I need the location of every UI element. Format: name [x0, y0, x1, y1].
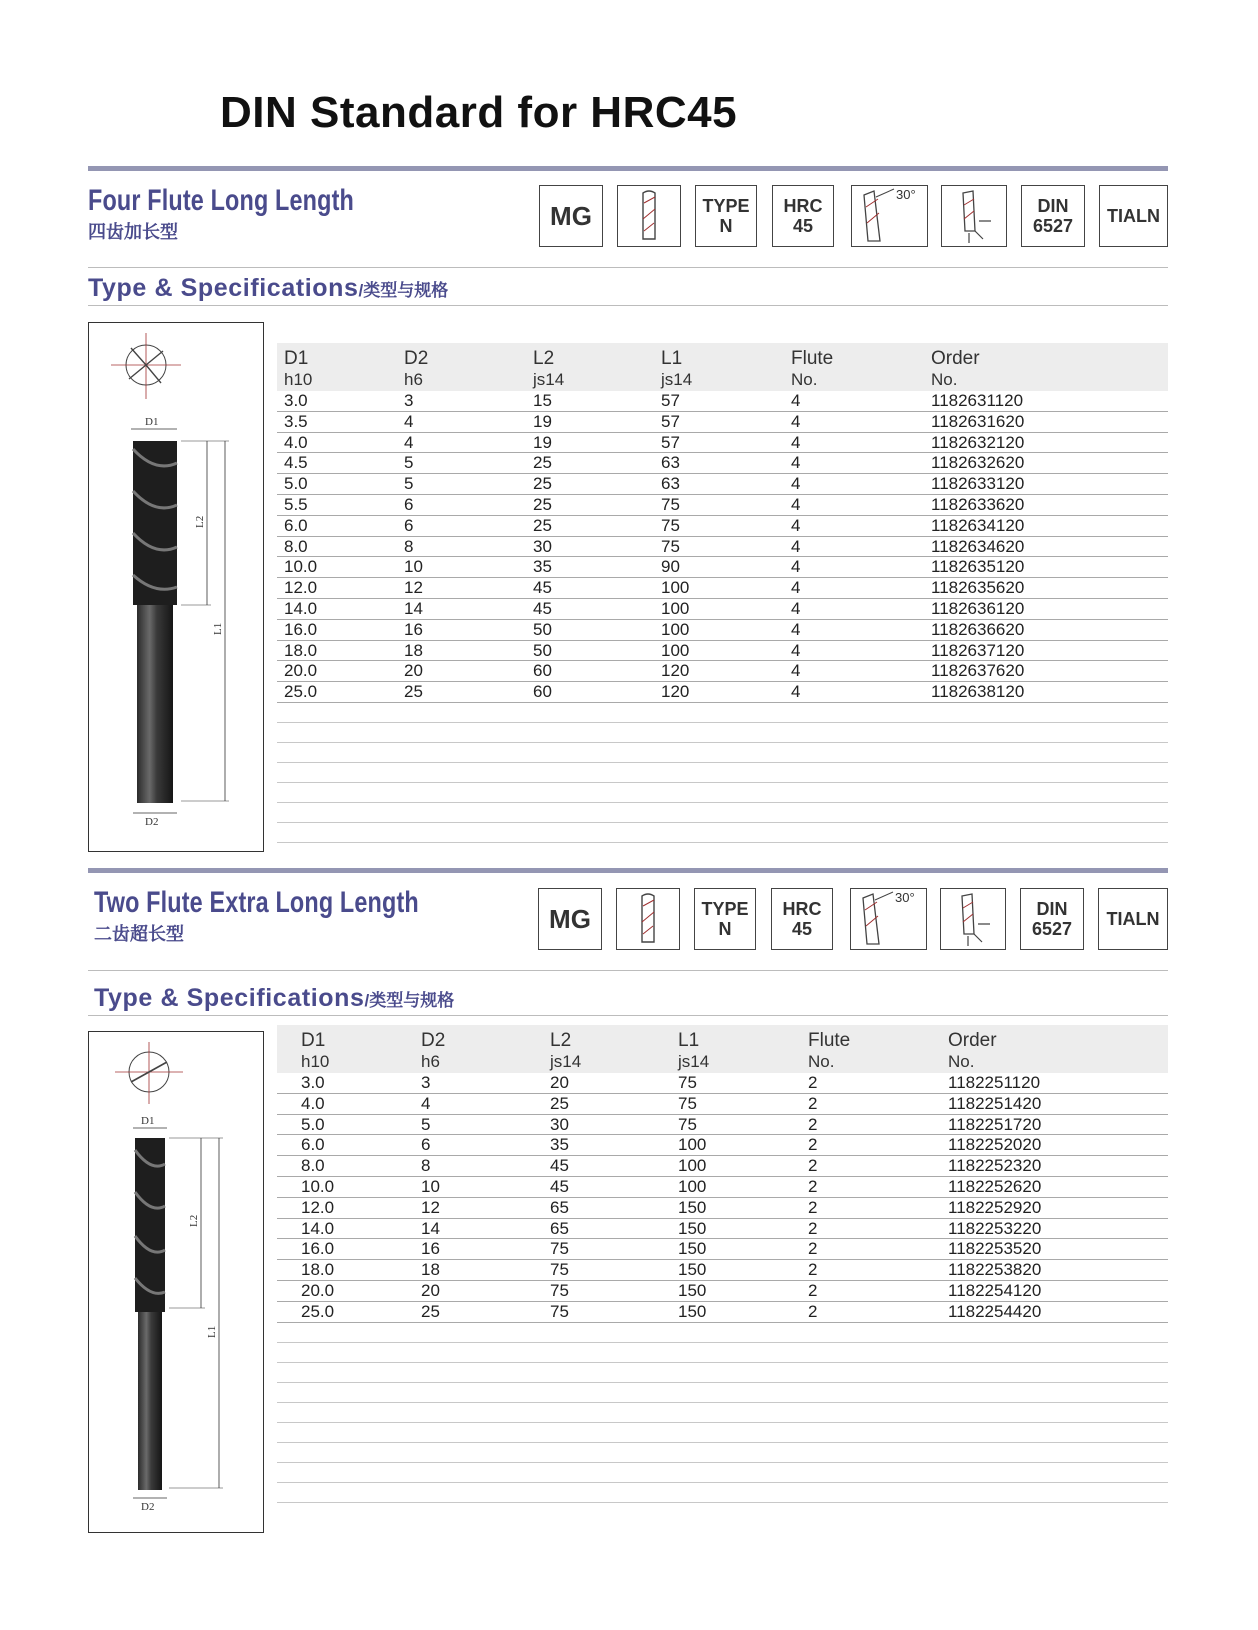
- table-cell: 15: [533, 391, 552, 410]
- table-row: [277, 1094, 1168, 1115]
- table-cell: 45: [550, 1156, 569, 1176]
- table-cell: 18.0: [301, 1260, 335, 1280]
- table-cell: 25: [421, 1301, 440, 1321]
- table-cell: 5.0: [284, 474, 308, 494]
- end-view-icon: [115, 1042, 183, 1104]
- table-row: [277, 578, 1168, 599]
- table-cell: 1182636120: [931, 598, 1025, 618]
- blank-line: [277, 1383, 1168, 1403]
- table-cell: 75: [550, 1260, 569, 1280]
- spec-title: Type & Specifications/类型与规格: [88, 274, 449, 302]
- table-cell: 4: [404, 411, 414, 431]
- svg-text:D2: D2: [141, 1501, 155, 1513]
- table-cell: 10: [404, 557, 423, 577]
- table-cell: 1182253520: [948, 1239, 1042, 1259]
- blank-line: [277, 1343, 1168, 1363]
- spec-table: [277, 343, 1168, 843]
- table-cell: 4: [421, 1093, 431, 1113]
- table-cell: 25: [533, 515, 552, 535]
- type-n-icon: TYPE N: [694, 888, 756, 950]
- section-divider: [88, 868, 1168, 873]
- svg-text:L2: L2: [194, 515, 206, 528]
- table-cell: 6: [404, 494, 414, 514]
- table-cell: 5.5: [284, 494, 308, 514]
- table-cell: 25: [404, 682, 423, 702]
- table-cell: 150: [678, 1197, 707, 1217]
- table-row: [277, 1177, 1168, 1198]
- column-header: Flute No.: [808, 1030, 851, 1071]
- column-header: D2 h6: [421, 1030, 446, 1071]
- table-cell: 20.0: [284, 661, 318, 681]
- table-cell: 2: [808, 1176, 818, 1196]
- table-row: [277, 1135, 1168, 1156]
- blank-line: [277, 783, 1168, 803]
- divider: [88, 267, 1168, 268]
- table-cell: 1182634120: [931, 515, 1025, 535]
- coating-icon: TIALN: [1098, 888, 1168, 950]
- table-cell: 2: [808, 1301, 818, 1321]
- column-header: Order No.: [931, 348, 980, 389]
- svg-text:L2: L2: [188, 1214, 200, 1227]
- helix-angle-icon: [851, 185, 928, 247]
- table-cell: 4: [791, 494, 801, 514]
- table-cell: 19: [533, 432, 552, 452]
- table-cell: 5: [421, 1114, 431, 1134]
- feature-icons: [0, 185, 1258, 249]
- table-cell: 25: [533, 494, 552, 514]
- table-row: [277, 1156, 1168, 1177]
- table-cell: 16: [421, 1239, 440, 1259]
- table-cell: 1182634620: [931, 536, 1025, 556]
- table-cell: 60: [533, 682, 552, 702]
- table-cell: 1182254120: [948, 1280, 1042, 1300]
- table-cell: 45: [550, 1176, 569, 1196]
- table-cell: 4: [791, 391, 801, 410]
- cutting-direction-icon: [941, 185, 1007, 247]
- table-cell: 4.5: [284, 453, 308, 473]
- table-cell: 45: [533, 578, 552, 598]
- table-cell: 20.0: [301, 1280, 335, 1300]
- table-cell: 12: [421, 1197, 440, 1217]
- table-cell: 1182632620: [931, 453, 1025, 473]
- table-cell: 2: [808, 1260, 818, 1280]
- table-cell: 63: [661, 453, 680, 473]
- section-subtitle: 四齿加长型: [88, 222, 178, 242]
- blank-line: [277, 1403, 1168, 1423]
- table-cell: 1182637120: [931, 640, 1025, 660]
- table-cell: 150: [678, 1301, 707, 1321]
- table-cell: 100: [678, 1176, 707, 1196]
- column-header: Order No.: [948, 1030, 997, 1071]
- table-cell: 25: [533, 474, 552, 494]
- table-cell: 12: [404, 578, 423, 598]
- type-n-icon: TYPE N: [695, 185, 757, 247]
- blank-line: [277, 703, 1168, 723]
- table-row: [277, 1281, 1168, 1302]
- din-icon: DIN 6527: [1020, 888, 1084, 950]
- table-cell: 6.0: [284, 515, 308, 535]
- blank-line: [277, 1423, 1168, 1443]
- section-divider: [88, 166, 1168, 171]
- end-view-icon: [111, 333, 181, 399]
- table-cell: 8: [421, 1156, 431, 1176]
- table-cell: 3.0: [284, 391, 308, 410]
- table-cell: 100: [661, 640, 690, 660]
- table-cell: 1182252020: [948, 1135, 1042, 1155]
- endmill-icon: [616, 888, 680, 950]
- section-title: Two Flute Extra Long Length: [94, 886, 419, 919]
- table-cell: 1182253820: [948, 1260, 1042, 1280]
- table-cell: 35: [550, 1135, 569, 1155]
- table-cell: 57: [661, 432, 680, 452]
- din-icon: DIN 6527: [1021, 185, 1085, 247]
- table-cell: 4: [791, 598, 801, 618]
- table-cell: 6: [404, 515, 414, 535]
- table-cell: 14.0: [301, 1218, 335, 1238]
- svg-text:30°: 30°: [895, 187, 916, 202]
- table-cell: 4: [791, 536, 801, 556]
- table-cell: 57: [661, 391, 680, 410]
- table-cell: 75: [661, 536, 680, 556]
- table-cell: 25.0: [284, 682, 318, 702]
- table-row: [277, 474, 1168, 495]
- section-title: Four Flute Long Length: [88, 184, 354, 217]
- table-cell: 1182638120: [931, 682, 1025, 702]
- table-row: [277, 599, 1168, 620]
- table-row: [277, 620, 1168, 641]
- table-cell: 50: [533, 640, 552, 660]
- table-cell: 8.0: [284, 536, 308, 556]
- table-cell: 65: [550, 1197, 569, 1217]
- table-cell: 60: [533, 661, 552, 681]
- table-row: [277, 1219, 1168, 1240]
- table-row: [277, 641, 1168, 662]
- table-cell: 10.0: [284, 557, 318, 577]
- column-header: Flute No.: [791, 348, 834, 389]
- table-cell: 1182252920: [948, 1197, 1042, 1217]
- table-header: [277, 1025, 1168, 1073]
- table-row: [277, 1302, 1168, 1323]
- table-row: [277, 516, 1168, 537]
- hrc-icon: HRC 45: [772, 185, 834, 247]
- table-cell: 4: [791, 578, 801, 598]
- table-cell: 100: [678, 1135, 707, 1155]
- table-cell: 5.0: [301, 1114, 325, 1134]
- table-cell: 1182251120: [948, 1073, 1041, 1092]
- table-cell: 1182252620: [948, 1176, 1042, 1196]
- blank-line: [277, 763, 1168, 783]
- table-row: [277, 412, 1168, 433]
- table-cell: 30: [533, 536, 552, 556]
- table-cell: 1182636620: [931, 619, 1025, 639]
- table-cell: 45: [533, 598, 552, 618]
- table-cell: 16.0: [284, 619, 318, 639]
- mg-icon: MG: [538, 888, 602, 950]
- table-cell: 4: [791, 661, 801, 681]
- table-cell: 2: [808, 1156, 818, 1176]
- table-cell: 1182253220: [948, 1218, 1042, 1238]
- column-header: L1 js14: [678, 1030, 710, 1071]
- table-cell: 12.0: [284, 578, 318, 598]
- table-cell: 35: [533, 557, 552, 577]
- column-header: D1 h10: [301, 1030, 330, 1071]
- table-cell: 25: [533, 453, 552, 473]
- table-cell: 14: [404, 598, 423, 618]
- table-cell: 3: [404, 391, 414, 410]
- table-cell: 57: [661, 411, 680, 431]
- table-cell: 14.0: [284, 598, 318, 618]
- table-cell: 150: [678, 1239, 707, 1259]
- coating-icon: TIALN: [1099, 185, 1168, 247]
- table-cell: 120: [661, 661, 690, 681]
- hrc-icon: HRC 45: [771, 888, 833, 950]
- table-cell: 75: [550, 1239, 569, 1259]
- page-title: DIN Standard for HRC45: [220, 88, 738, 137]
- table-cell: 16: [404, 619, 423, 639]
- table-cell: 4: [791, 453, 801, 473]
- helix-angle-icon: [850, 888, 927, 950]
- table-cell: 14: [421, 1218, 440, 1238]
- table-row: [277, 1115, 1168, 1136]
- divider: [88, 1015, 1168, 1016]
- table-row: [277, 537, 1168, 558]
- table-cell: 1182635120: [931, 557, 1025, 577]
- table-row: [277, 495, 1168, 516]
- column-header: L2 js14: [550, 1030, 582, 1071]
- blank-line: [277, 1363, 1168, 1383]
- table-cell: 25: [550, 1093, 569, 1113]
- mg-icon: MG: [539, 185, 603, 247]
- endmill-icon: [617, 185, 681, 247]
- table-cell: 100: [661, 619, 690, 639]
- table-cell: 4.0: [284, 432, 308, 452]
- table-cell: 100: [678, 1156, 707, 1176]
- table-cell: 100: [661, 598, 690, 618]
- blank-line: [277, 1483, 1168, 1503]
- table-cell: 8.0: [301, 1156, 325, 1176]
- table-cell: 2: [808, 1280, 818, 1300]
- table-cell: 19: [533, 411, 552, 431]
- table-header: [277, 343, 1168, 391]
- table-cell: 20: [421, 1280, 440, 1300]
- table-cell: 150: [678, 1260, 707, 1280]
- table-cell: 2: [808, 1197, 818, 1217]
- column-header: D1 h10: [284, 348, 313, 389]
- table-row: [277, 682, 1168, 703]
- table-cell: 5: [404, 474, 414, 494]
- column-header: L2 js14: [533, 348, 565, 389]
- table-cell: 90: [661, 557, 680, 577]
- table-cell: 4: [791, 432, 801, 452]
- table-cell: 1182635620: [931, 578, 1025, 598]
- table-cell: 18.0: [284, 640, 318, 660]
- table-cell: 20: [550, 1073, 569, 1092]
- table-cell: 20: [404, 661, 423, 681]
- table-cell: 1182631120: [931, 391, 1024, 410]
- table-row: [277, 1239, 1168, 1260]
- svg-text:L1: L1: [212, 622, 224, 635]
- table-cell: 3.0: [301, 1073, 325, 1092]
- table-row: [277, 1198, 1168, 1219]
- table-cell: 4: [791, 411, 801, 431]
- svg-text:L1: L1: [206, 1325, 218, 1338]
- table-cell: 4: [791, 515, 801, 535]
- table-row: [277, 1260, 1168, 1281]
- table-cell: 6.0: [301, 1135, 325, 1155]
- table-cell: 2: [808, 1114, 818, 1134]
- table-cell: 1182251420: [948, 1093, 1042, 1113]
- table-cell: 1182637620: [931, 661, 1025, 681]
- table-cell: 75: [661, 494, 680, 514]
- section-subtitle: 二齿超长型: [94, 924, 184, 944]
- blank-line: [277, 723, 1168, 743]
- table-cell: 1182252320: [948, 1156, 1042, 1176]
- table-cell: 4: [791, 682, 801, 702]
- table-body: [277, 391, 1168, 703]
- table-row: [277, 453, 1168, 474]
- table-cell: 8: [404, 536, 414, 556]
- table-cell: 50: [533, 619, 552, 639]
- table-cell: 65: [550, 1218, 569, 1238]
- spec-title: Type & Specifications/类型与规格: [94, 984, 455, 1012]
- table-cell: 10.0: [301, 1176, 335, 1196]
- table-cell: 1182633120: [931, 474, 1025, 494]
- table-cell: 75: [678, 1093, 697, 1113]
- spec-table: [277, 1025, 1168, 1503]
- table-row: [277, 557, 1168, 578]
- table-cell: 4.0: [301, 1093, 325, 1113]
- blank-line: [277, 1443, 1168, 1463]
- table-cell: 63: [661, 474, 680, 494]
- table-row: [277, 391, 1168, 412]
- table-cell: 1182632120: [931, 432, 1025, 452]
- table-cell: 1182251720: [948, 1114, 1042, 1134]
- table-cell: 4: [791, 640, 801, 660]
- table-row: [277, 661, 1168, 682]
- table-cell: 2: [808, 1093, 818, 1113]
- blank-line: [277, 803, 1168, 823]
- table-cell: 30: [550, 1114, 569, 1134]
- cutting-direction-icon: [940, 888, 1006, 950]
- feature-icons: [0, 888, 1258, 952]
- table-cell: 75: [678, 1114, 697, 1134]
- product-image: [88, 1031, 264, 1533]
- table-row: [277, 433, 1168, 454]
- table-cell: 4: [791, 557, 801, 577]
- table-cell: 3.5: [284, 411, 308, 431]
- blank-line: [277, 743, 1168, 763]
- table-cell: 120: [661, 682, 690, 702]
- svg-text:D1: D1: [145, 416, 159, 428]
- blank-line: [277, 1463, 1168, 1483]
- table-cell: 2: [808, 1218, 818, 1238]
- table-cell: 18: [404, 640, 423, 660]
- blank-line: [277, 1323, 1168, 1343]
- table-cell: 75: [550, 1280, 569, 1300]
- product-image: [88, 322, 264, 852]
- table-cell: 4: [791, 619, 801, 639]
- table-cell: 12.0: [301, 1197, 335, 1217]
- table-cell: 10: [421, 1176, 440, 1196]
- table-cell: 4: [791, 474, 801, 494]
- table-cell: 1182631620: [931, 411, 1025, 431]
- column-header: D2 h6: [404, 348, 429, 389]
- table-cell: 18: [421, 1260, 440, 1280]
- divider: [88, 305, 1168, 306]
- table-row: [277, 1073, 1168, 1094]
- divider: [88, 970, 1168, 971]
- table-cell: 150: [678, 1218, 707, 1238]
- svg-text:D2: D2: [145, 816, 159, 828]
- table-cell: 150: [678, 1280, 707, 1300]
- svg-text:30°: 30°: [894, 890, 915, 905]
- table-cell: 75: [550, 1301, 569, 1321]
- table-cell: 75: [661, 515, 680, 535]
- blank-line: [277, 823, 1168, 843]
- table-cell: 6: [421, 1135, 431, 1155]
- table-blank-lines: [277, 1323, 1168, 1503]
- table-cell: 2: [808, 1135, 818, 1155]
- svg-text:D1: D1: [141, 1115, 155, 1127]
- table-cell: 75: [678, 1073, 697, 1092]
- table-cell: 100: [661, 578, 690, 598]
- table-blank-lines: [277, 703, 1168, 843]
- table-cell: 5: [404, 453, 414, 473]
- table-cell: 1182633620: [931, 494, 1025, 514]
- table-cell: 25.0: [301, 1301, 335, 1321]
- column-header: L1 js14: [661, 348, 693, 389]
- table-cell: 2: [808, 1239, 818, 1259]
- table-cell: 2: [808, 1073, 818, 1092]
- table-cell: 16.0: [301, 1239, 335, 1259]
- table-cell: 1182254420: [948, 1301, 1042, 1321]
- table-cell: 3: [421, 1073, 431, 1092]
- table-cell: 4: [404, 432, 414, 452]
- table-body: [277, 1073, 1168, 1323]
